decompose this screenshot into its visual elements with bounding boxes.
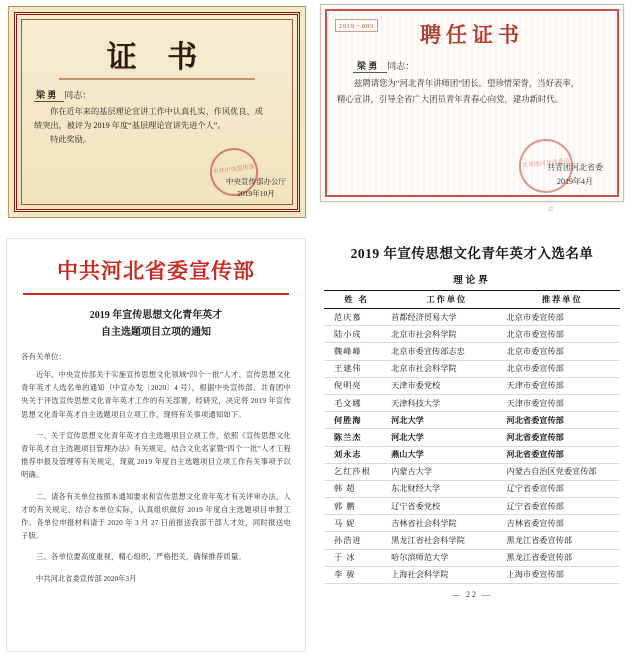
cell-name: 魏峰峰 xyxy=(324,343,389,360)
table-row xyxy=(324,532,620,549)
addressee-suffix: 同志： xyxy=(64,90,92,100)
cell-unit: 天津科技大学 xyxy=(389,394,504,411)
notice-signature-block: 中共河北省委宣传部 2020年3月 xyxy=(36,573,137,583)
notice-paragraph: 一、关于宣传思想文化青年英才自主选题项目立项工作，依照《宣传思想文化青年英才自主选题项目管理办法》有关规定，结合文化名家暨“四个一批”人才工程推荐申报及管理等有关规定，现就 2019 年度自主选题项目立项工作有关事项予以明确。 xyxy=(21,430,291,480)
cell-unit: 哈尔滨师范大学 xyxy=(389,549,504,566)
table-row xyxy=(324,566,620,583)
table-row xyxy=(324,480,620,497)
cell-name: 倪明亮 xyxy=(324,377,389,394)
official-seal-stamp: 共青团河北省委员会 xyxy=(516,136,575,195)
name-list-section-title: 理论界 xyxy=(453,276,491,286)
notice-paragraph: 近年，中央宣传部关于实施宣传思想文化领域“四个一批”人才、宣传思想文化青年英才人选名单的通知（中宣办发〔2020〕4 号），根据中央宣传部、共青团中央关于评选宣传思想文化青年英才工作的有关部署，经研究，决定将 2019 年宣传思想文化青年英才自主选题项目立项工作，现将有关事项通知如下。 xyxy=(21,370,291,419)
cell-recommender: 河北省委宣传部 xyxy=(505,412,620,429)
notice-recipient: 各有关单位： xyxy=(21,352,66,361)
cell-unit: 北京市社会科学院 xyxy=(389,326,504,343)
cell-unit: 河北大学 xyxy=(389,429,504,446)
certificate-title: 证 书 xyxy=(106,40,208,75)
cell-unit: 黑龙江省社会科学院 xyxy=(389,532,504,549)
table-row xyxy=(324,377,620,394)
column-header-recommender: 推荐单位 xyxy=(505,291,620,309)
cell-recommender: 上海市委宣传部 xyxy=(505,566,620,583)
table-row xyxy=(324,326,620,343)
table-row xyxy=(324,429,620,446)
certificate-outer-border xyxy=(14,12,300,212)
cell-recommender: 河北省委宣传部 xyxy=(505,429,620,446)
name-list-title: 2019 年宣传思想文化青年英才入选名单 xyxy=(350,246,594,261)
table-row xyxy=(324,309,620,326)
table-row xyxy=(324,412,620,429)
award-certificate-image xyxy=(8,6,306,218)
cell-name: 王建伟 xyxy=(324,360,389,377)
certificate-date: 2019年10月 xyxy=(237,189,275,198)
notice-title-line-1: 2019 年宣传思想文化青年英才 xyxy=(89,310,223,321)
cell-recommender: 内蒙古自治区党委宣传部 xyxy=(505,463,620,480)
notice-paragraph: 三、各单位要高度重视，精心组织，严格把关，确保推荐质量。 xyxy=(36,552,246,562)
cell-recommender: 北京市委宣传部 xyxy=(505,343,620,360)
certificate-inner-border xyxy=(21,19,293,205)
table-row xyxy=(324,394,620,411)
cell-recommender: 北京市委宣传部 xyxy=(505,326,620,343)
appointment-signature-block xyxy=(547,161,603,189)
addressee-name: 梁 勇 xyxy=(353,61,387,73)
certificate-issuer: 中央宣传部办公厅 xyxy=(226,177,286,186)
cell-name: 马 妮 xyxy=(324,515,389,532)
cell-unit: 河北大学 xyxy=(389,412,504,429)
cell-unit: 燕山大学 xyxy=(389,446,504,463)
cell-recommender: 天津市委宣传部 xyxy=(505,394,620,411)
red-divider-line xyxy=(23,293,289,295)
cell-recommender: 黑龙江省委宣传部 xyxy=(505,532,620,549)
appointment-body-line-1: 兹聘请您为“河北青年讲师团”团长。望珍惜荣誉，当好表率， xyxy=(354,79,580,88)
table-row xyxy=(324,549,620,566)
column-header-name: 姓 名 xyxy=(324,291,389,309)
cell-recommender: 辽宁省委宣传部 xyxy=(505,480,620,497)
cell-recommender: 辽宁省委宣传部 xyxy=(505,498,620,515)
cell-name: 韩 超 xyxy=(324,480,389,497)
cell-unit: 吉林省社会科学院 xyxy=(389,515,504,532)
page-number: — 22 — xyxy=(452,590,492,599)
appointment-issuer: 共青团河北省委 xyxy=(547,163,603,172)
cell-name: 何胜海 xyxy=(324,412,389,429)
cell-unit: 辽宁省委党校 xyxy=(389,498,504,515)
table-row xyxy=(324,515,620,532)
certificate-addressee xyxy=(34,88,280,101)
notice-paragraph: 二、请各有关单位按照本通知要求和宣传思想文化青年英才有关评审办法，人才的有关规定，结合本单位实际，认真组织做好 2019 年度自主选题项目申报工作。各单位申报材料请于 2020 年 3 月 27 日前报送我部干部人才处，同时报送电子版。 xyxy=(21,491,291,541)
notice-title-line-2: 自主选题项目立项的通知 xyxy=(101,327,211,338)
cell-recommender: 北京市委宣传部 xyxy=(505,360,620,377)
cell-name: 孙浩进 xyxy=(324,532,389,549)
notice-document-image xyxy=(6,238,306,652)
issuing-organization-header: 中共河北省委宣传部 xyxy=(57,258,255,283)
appointment-title: 聘任证书 xyxy=(420,22,524,47)
certificate-signature-block xyxy=(226,176,286,200)
cell-unit: 北京市委宣传部志忠 xyxy=(389,343,504,360)
name-list-image xyxy=(318,232,626,652)
title-underline xyxy=(59,78,256,80)
cell-recommender: 北京市委宣传部 xyxy=(505,309,620,326)
cell-name: 毛文娜 xyxy=(324,394,389,411)
certificate-code: 2019－003 xyxy=(335,19,378,32)
table-header-row xyxy=(324,291,620,309)
cell-unit: 上海社会科学院 xyxy=(389,566,504,583)
appointment-certificate-image xyxy=(320,4,624,214)
cell-unit: 东北财经大学 xyxy=(389,480,504,497)
table-row xyxy=(324,446,620,463)
cell-recommender: 吉林省委宣传部 xyxy=(505,515,620,532)
certificate-body-line-1: 你在近年来的基层理论宣讲工作中认真扎实、作风优良、成 xyxy=(50,107,263,116)
cell-name: 李 骏 xyxy=(324,566,389,583)
cell-recommender: 天津市委宣传部 xyxy=(505,377,620,394)
appointment-addressee xyxy=(353,59,607,72)
appointment-date: 2019年4月 xyxy=(557,177,593,186)
cell-name: 刘永志 xyxy=(324,446,389,463)
cell-name: 乞红莎根 xyxy=(324,463,389,480)
cell-name: 范庆慕 xyxy=(324,309,389,326)
certificate-body-line-3: 特此奖励。 xyxy=(50,135,91,144)
addressee-suffix: 同志： xyxy=(387,61,415,71)
cell-name: 陆小成 xyxy=(324,326,389,343)
appointment-border xyxy=(325,9,619,214)
certificate-body-line-2: 绩突出，被评为 2019 年度“基层理论宣讲先进个人”。 xyxy=(34,121,226,130)
cell-name: 郭 鹏 xyxy=(324,498,389,515)
table-row xyxy=(324,360,620,377)
addressee-name: 梁 勇 xyxy=(34,90,64,102)
official-seal-stamp: 中共中央宣传部 xyxy=(207,145,261,199)
table-row xyxy=(324,463,620,480)
cell-unit: 首都经济贸易大学 xyxy=(389,309,504,326)
cell-unit: 内蒙古大学 xyxy=(389,463,504,480)
cell-name: 陈兰杰 xyxy=(324,429,389,446)
cell-recommender: 河北省委宣传部 xyxy=(505,446,620,463)
cell-unit: 北京市社会科学院 xyxy=(389,360,504,377)
cell-recommender: 黑龙江省委宣传部 xyxy=(505,549,620,566)
appointment-body-line-2: 精心宣讲，引导全省广大团员青年青春心向党，建功新时代。 xyxy=(337,95,564,104)
table-row xyxy=(324,343,620,360)
cell-name: 于 冰 xyxy=(324,549,389,566)
cell-unit: 天津市委党校 xyxy=(389,377,504,394)
table-row xyxy=(324,498,620,515)
name-list-table xyxy=(324,290,620,584)
column-header-unit: 工作单位 xyxy=(389,291,504,309)
